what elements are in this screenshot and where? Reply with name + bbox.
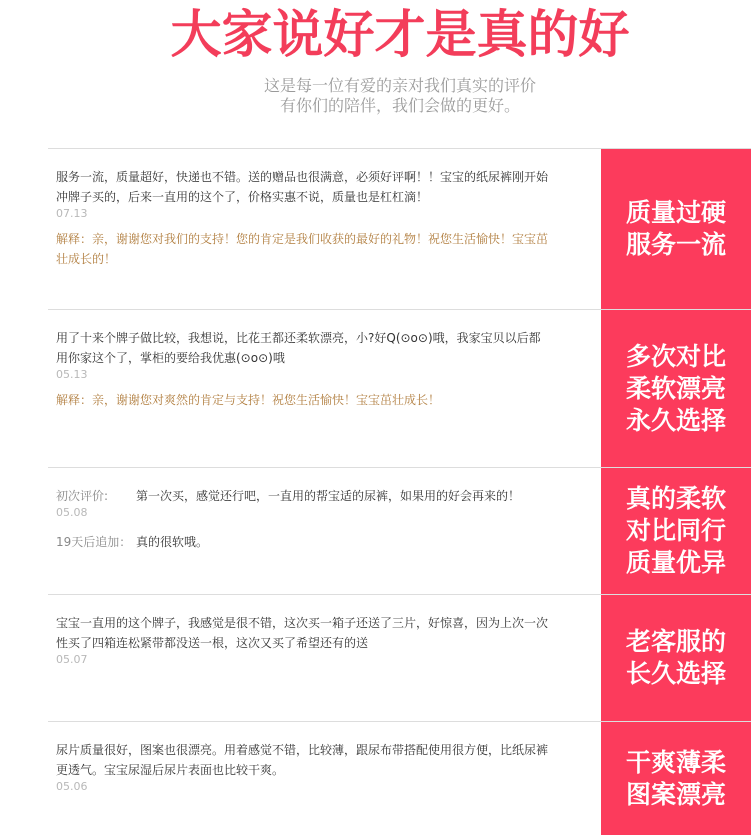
review-body <box>56 167 548 269</box>
highlight-text: 多次对比 柔软漂亮 永久选择 <box>625 341 726 435</box>
initial-review-label: 初次评价: <box>56 489 109 503</box>
initial-review <box>56 486 548 506</box>
review-date: 05.06 <box>56 780 88 793</box>
review-row-1 <box>48 149 751 310</box>
page-title: 大家说好才是真的好 <box>170 6 630 65</box>
highlight-text: 真的柔软 对比同行 质量优异 <box>625 484 726 577</box>
review-text: 用了十来个牌子做比较，我想说，比花王都还柔软漂亮，小?好Q(⊙o⊙)哦，我家宝贝以后都用你家这个了，掌柜的要给我优惠(⊙o⊙)哦 <box>56 331 541 365</box>
review-list <box>48 148 751 835</box>
highlight-panel-1 <box>601 149 751 309</box>
highlight-text: 干爽薄柔 图案漂亮 <box>625 747 726 809</box>
review-text: 服务一流，质量超好，快递也不错。送的赠品也很满意，必须好评啊！！宝宝的纸尿裤刚开始冲牌子买的，后来一直用的这个了，价格实惠不说，质量也是杠杠滴！ <box>56 170 549 204</box>
highlight-text: 老客服的 长久选择 <box>625 627 726 688</box>
review-row-4 <box>48 595 751 722</box>
review-text: 宝宝一直用的这个牌子，我感觉是很不错，这次买一箱子还送了三片，好惊喜，因为上次一次性买了四箱连松紧带都没送一根，这次又买了希望还有的送 <box>56 616 549 650</box>
highlight-text: 质量过硬 服务一流 <box>625 198 726 259</box>
review-row-5 <box>48 722 751 835</box>
review-body <box>56 486 548 552</box>
review-body <box>56 613 548 667</box>
followup-label: 19天后追加： <box>56 535 132 549</box>
review-body <box>56 740 548 794</box>
review-date: 05.13 <box>56 368 88 381</box>
subtitle-line-1: 这是每一位有爱的亲对我们真实的评价 <box>263 76 536 95</box>
seller-reply: 解释：亲，谢谢您对我们的支持！您的肯定是我们收获的最好的礼物！祝您生活愉快！宝宝茁壮成长的！ <box>56 232 549 266</box>
followup-review <box>56 532 548 552</box>
review-row-2 <box>48 310 751 468</box>
highlight-panel-2 <box>601 310 751 467</box>
highlight-panel-3 <box>601 468 751 594</box>
followup-text: 真的很软哦。 <box>136 535 209 549</box>
highlight-panel-5 <box>601 722 751 835</box>
review-date: 05.08 <box>56 506 88 519</box>
review-date: 07.13 <box>56 207 88 220</box>
review-text: 第一次买，感觉还行吧，一直用的帮宝适的尿裤，如果用的好会再来的！ <box>136 489 521 503</box>
subtitle-line-2: 有你们的陪伴，我们会做的更好。 <box>279 96 520 115</box>
page-subtitle <box>0 76 751 116</box>
review-row-3 <box>48 468 751 595</box>
review-date: 05.07 <box>56 653 88 666</box>
seller-reply: 解释：亲，谢谢您对爽然的肯定与支持！祝您生活愉快！宝宝茁壮成长！ <box>56 393 441 407</box>
review-body <box>56 328 548 410</box>
highlight-panel-4 <box>601 595 751 721</box>
review-text: 尿片质量很好，图案也很漂亮。用着感觉不错，比较薄，跟尿布带搭配使用很方便，比纸尿裤更透气。宝宝尿湿后尿片表面也比较干爽。 <box>56 743 549 777</box>
